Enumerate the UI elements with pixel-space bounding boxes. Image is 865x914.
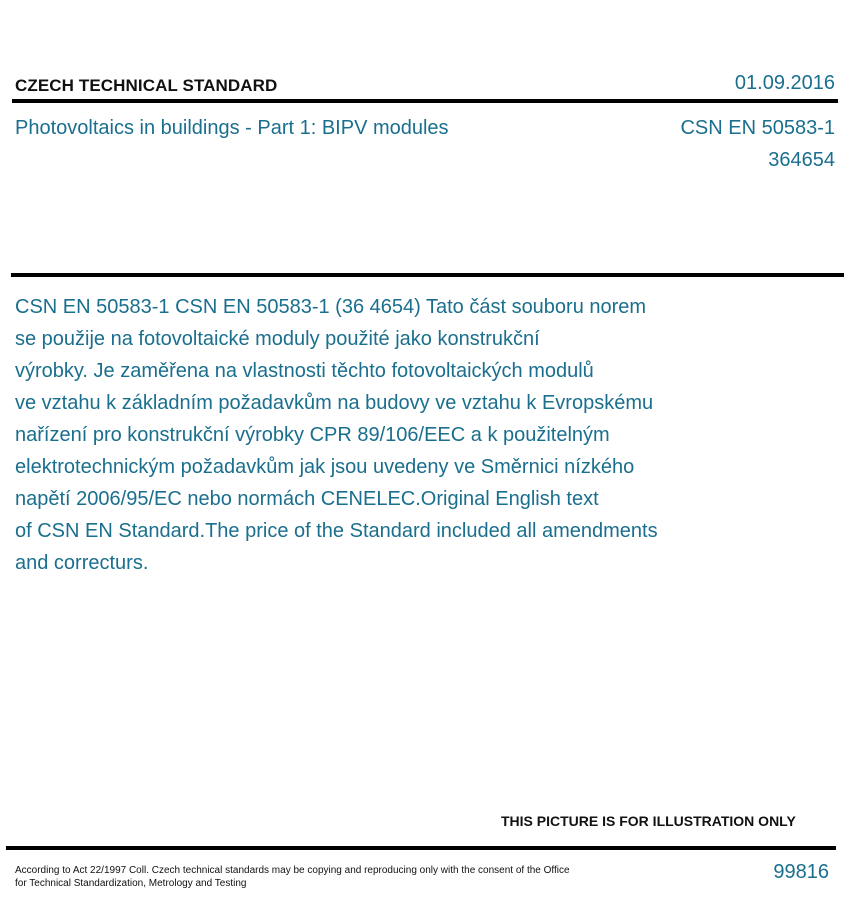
standard-code: CSN EN 50583-1 (680, 117, 835, 139)
legal-notice (15, 864, 615, 890)
description-line: výrobky. Je zaměřena na vlastnosti těchto fotovoltaických modulů (15, 360, 594, 382)
footer-divider (6, 846, 836, 850)
standard-title: Photovoltaics in buildings - Part 1: BIPV modules (15, 117, 449, 139)
description-line: ve vztahu k základním požadavkům na budovy ve vztahu k Evropskému (15, 392, 654, 414)
header-label: CZECH TECHNICAL STANDARD (15, 76, 278, 95)
description-line: elektrotechnickým požadavkům jak jsou uvedeny ve Směrnici nízkého (15, 456, 635, 478)
description-line: napětí 2006/95/EC nebo normách CENELEC.Original English text (15, 488, 599, 510)
header-divider (12, 99, 838, 103)
description-line: se použije na fotovoltaické moduly použité jako konstrukční (15, 328, 540, 350)
classification-number: 364654 (768, 149, 835, 171)
description-line: nařízení pro konstrukční výrobky CPR 89/106/EEC a k použitelným (15, 424, 610, 446)
publication-date: 01.09.2016 (734, 72, 835, 94)
illustration-notice: THIS PICTURE IS FOR ILLUSTRATION ONLY (501, 813, 796, 829)
legal-notice-line: According to Act 22/1997 Coll. Czech technical standards may be copying and reproducing only with the consent of the Office (15, 865, 570, 876)
standard-description (15, 291, 735, 579)
description-line: of CSN EN Standard.The price of the Standard included all amendments (15, 520, 658, 542)
section-divider (11, 273, 844, 277)
description-line: CSN EN 50583-1 CSN EN 50583-1 (36 4654) Tato část souboru norem (15, 296, 647, 318)
description-line: and correcturs. (15, 552, 149, 574)
legal-notice-line: for Technical Standardization, Metrology and Testing (15, 878, 247, 889)
document-id: 99816 (773, 861, 829, 883)
